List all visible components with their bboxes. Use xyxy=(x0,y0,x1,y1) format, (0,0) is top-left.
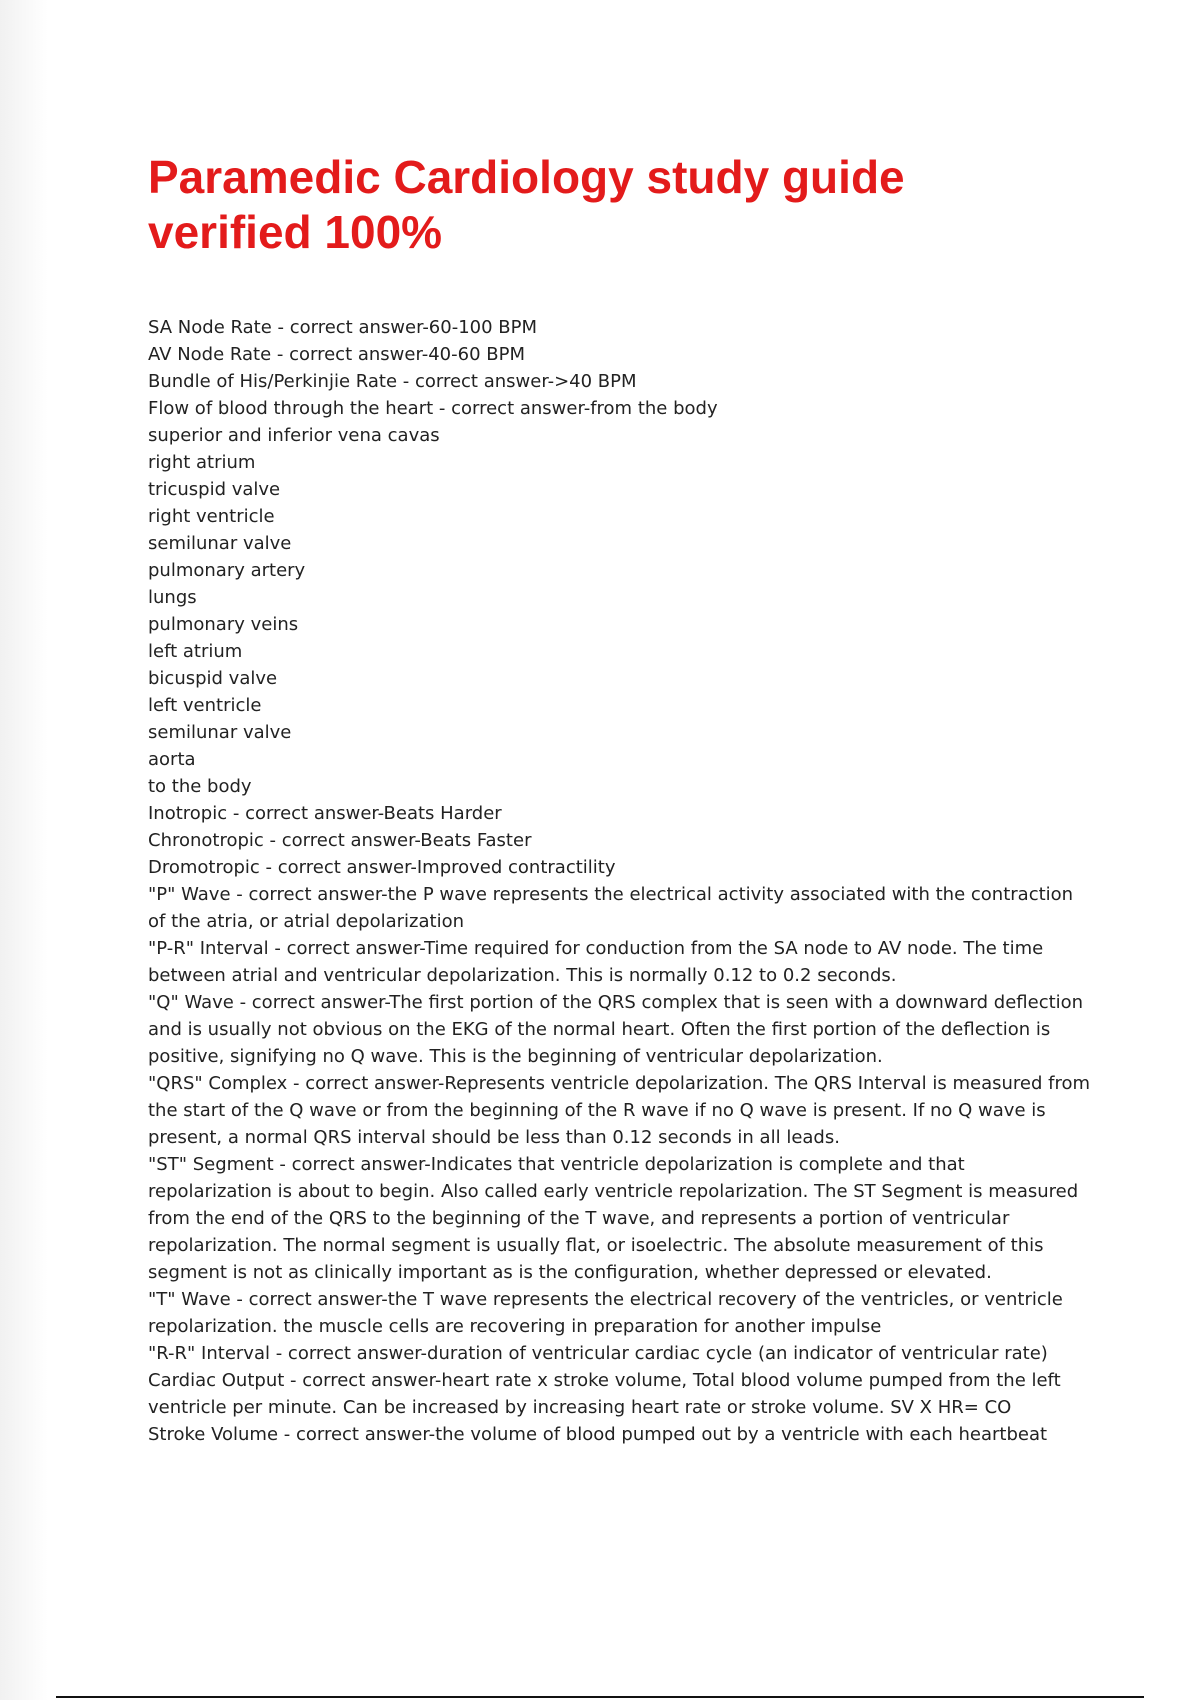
text-line: lungs xyxy=(148,587,197,608)
text-line: bicuspid valve xyxy=(148,668,278,689)
page-edge-shadow xyxy=(0,0,48,1700)
text-line: Flow of blood through the heart - correct answer-from the body xyxy=(148,398,718,419)
definition-paragraph: Cardiac Output - correct answer-heart rate x stroke volume, Total blood volume pumped from the left ventricle per minute. Can be increased by increasing heart rate or stroke volume. SV X HR= CO xyxy=(148,1370,1061,1418)
text-line: Dromotropic - correct answer-Improved contractility xyxy=(148,857,616,878)
study-guide-body xyxy=(148,314,1093,1448)
text-line: SA Node Rate - correct answer-60-100 BPM xyxy=(148,317,538,338)
definition-paragraph: "T" Wave - correct answer-the T wave represents the electrical recovery of the ventricles, or ventricle repolarization. the muscle cells are recovering in preparation for another impulse xyxy=(148,1289,1063,1337)
document-title: Paramedic Cardiology study guide verified 100% xyxy=(148,151,905,258)
definition-paragraph: "ST" Segment - correct answer-Indicates that ventricle depolarization is complete and that repolarization is about to begin. Also called early ventricle repolarization. The ST Segment is measured from the end of the QRS to the beginning of the T wave, and represents a portion of ventricular repolarization. The normal segment is usually flat, or isoelectric. The absolute measurement of this segment is not as clinically important as is the configuration, whether depressed or elevated. xyxy=(148,1154,1079,1283)
definition-paragraph: "P" Wave - correct answer-the P wave represents the electrical activity associated with the contraction of the atria, or atrial depolarization xyxy=(148,884,1074,932)
text-line: semilunar valve xyxy=(148,533,292,554)
text-line: Chronotropic - correct answer-Beats Faster xyxy=(148,830,532,851)
text-line: right atrium xyxy=(148,452,256,473)
text-line: left ventricle xyxy=(148,695,262,716)
text-line: to the body xyxy=(148,776,252,797)
text-line: left atrium xyxy=(148,641,243,662)
text-line: semilunar valve xyxy=(148,722,292,743)
page-bottom-rule xyxy=(56,1696,1144,1698)
definition-paragraph: Stroke Volume - correct answer-the volume of blood pumped out by a ventricle with each heartbeat xyxy=(148,1424,1048,1445)
text-line: tricuspid valve xyxy=(148,479,281,500)
text-line: pulmonary veins xyxy=(148,614,299,635)
definition-paragraph: "R-R" Interval - correct answer-duration of ventricular cardiac cycle (an indicator of ventricular rate) xyxy=(148,1343,1048,1364)
definition-paragraph: "Q" Wave - correct answer-The first portion of the QRS complex that is seen with a downward deflection and is usually not obvious on the EKG of the normal heart. Often the first portion of the deflection is positive, signifying no Q wave. This is the beginning of ventricular depolarization. xyxy=(148,992,1084,1067)
text-line: Bundle of His/Perkinjie Rate - correct answer->40 BPM xyxy=(148,371,637,392)
text-line: AV Node Rate - correct answer-40-60 BPM xyxy=(148,344,525,365)
text-line: superior and inferior vena cavas xyxy=(148,425,440,446)
text-line: right ventricle xyxy=(148,506,275,527)
definition-paragraph: "P-R" Interval - correct answer-Time required for conduction from the SA node to AV node. The time between atrial and ventricular depolarization. This is normally 0.12 to 0.2 seconds. xyxy=(148,938,1044,986)
definition-paragraph: "QRS" Complex - correct answer-Represents ventricle depolarization. The QRS Interval is measured from the start of the Q wave or from the beginning of the R wave if no Q wave is present. If no Q wave is present, a normal QRS interval should be less than 0.12 seconds in all leads. xyxy=(148,1073,1091,1148)
text-line: pulmonary artery xyxy=(148,560,306,581)
text-line: Inotropic - correct answer-Beats Harder xyxy=(148,803,502,824)
text-line: aorta xyxy=(148,749,196,770)
